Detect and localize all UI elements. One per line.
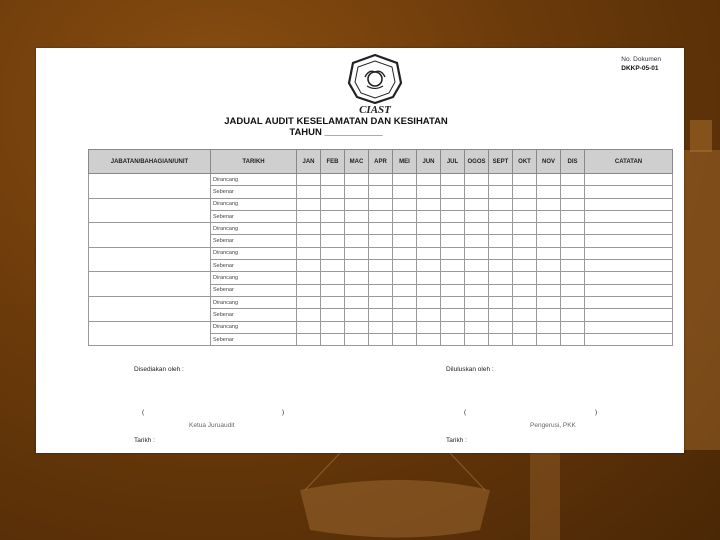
left-close-paren: ) [282, 409, 285, 416]
month-cell [465, 321, 489, 333]
month-cell [537, 284, 561, 296]
month-cell [369, 333, 393, 345]
month-cell [537, 210, 561, 222]
month-cell [369, 210, 393, 222]
month-cell [321, 296, 345, 308]
month-cell [561, 223, 585, 235]
month-cell [297, 309, 321, 321]
month-cell [513, 198, 537, 210]
month-cell [441, 174, 465, 186]
month-cell [561, 186, 585, 198]
table-row [89, 309, 673, 321]
month-cell [441, 247, 465, 259]
header-feb: FEB [321, 150, 345, 174]
month-cell [369, 247, 393, 259]
month-cell [513, 247, 537, 259]
document-title: JADUAL AUDIT KESELAMATAN DAN KESIHATAN [224, 116, 448, 127]
jabatan-cell [89, 186, 211, 198]
month-cell [513, 284, 537, 296]
month-cell [393, 309, 417, 321]
month-cell [393, 210, 417, 222]
month-cell [465, 186, 489, 198]
month-cell [345, 186, 369, 198]
month-cell [537, 296, 561, 308]
header-jul: JUL [441, 150, 465, 174]
month-cell [321, 174, 345, 186]
month-cell [369, 198, 393, 210]
month-cell [489, 235, 513, 247]
month-cell [321, 309, 345, 321]
month-cell [489, 210, 513, 222]
catatan-cell [585, 198, 673, 210]
month-cell [513, 174, 537, 186]
catatan-cell [585, 223, 673, 235]
table-row [89, 321, 673, 333]
table-row [89, 198, 673, 210]
month-cell [393, 296, 417, 308]
month-cell [489, 260, 513, 272]
month-cell [297, 174, 321, 186]
catatan-cell [585, 174, 673, 186]
right-role-label: Pengerusi, PKK [530, 422, 576, 429]
jabatan-cell [89, 198, 211, 210]
month-cell [561, 284, 585, 296]
month-cell [537, 321, 561, 333]
table-row [89, 223, 673, 235]
month-cell [537, 223, 561, 235]
month-cell [441, 210, 465, 222]
month-cell [465, 333, 489, 345]
jabatan-cell [89, 309, 211, 321]
month-cell [345, 174, 369, 186]
tarikh-cell: Sebenar [211, 284, 297, 296]
month-cell [321, 284, 345, 296]
month-cell [345, 284, 369, 296]
month-cell [441, 260, 465, 272]
tarikh-cell: Sebenar [211, 333, 297, 345]
header-nov: NOV [537, 150, 561, 174]
month-cell [441, 272, 465, 284]
month-cell [393, 260, 417, 272]
month-cell [465, 223, 489, 235]
month-cell [465, 284, 489, 296]
right-open-paren: ( [464, 409, 467, 416]
month-cell [321, 235, 345, 247]
month-cell [489, 272, 513, 284]
month-cell [297, 333, 321, 345]
month-cell [465, 210, 489, 222]
month-cell [321, 223, 345, 235]
month-cell [417, 174, 441, 186]
month-cell [393, 223, 417, 235]
jabatan-cell [89, 210, 211, 222]
month-cell [345, 296, 369, 308]
tarikh-cell: Dirancang [211, 296, 297, 308]
month-cell [537, 309, 561, 321]
table-row [89, 235, 673, 247]
approved-by-label: Diluluskan oleh : [446, 366, 494, 373]
month-cell [345, 235, 369, 247]
month-cell [297, 321, 321, 333]
month-cell [393, 235, 417, 247]
document-number: DKKP-05-01 [621, 64, 659, 72]
table-row [89, 333, 673, 345]
month-cell [489, 296, 513, 308]
month-cell [297, 210, 321, 222]
month-cell [441, 235, 465, 247]
right-close-paren: ) [595, 409, 598, 416]
header-jun: JUN [417, 150, 441, 174]
prepared-by-label: Disediakan oleh : [134, 366, 184, 373]
month-cell [297, 223, 321, 235]
month-cell [297, 235, 321, 247]
catatan-cell [585, 210, 673, 222]
month-cell [321, 333, 345, 345]
month-cell [513, 296, 537, 308]
month-cell [561, 198, 585, 210]
month-cell [465, 309, 489, 321]
month-cell [537, 174, 561, 186]
month-cell [537, 333, 561, 345]
month-cell [345, 210, 369, 222]
catatan-cell [585, 186, 673, 198]
month-cell [297, 198, 321, 210]
month-cell [441, 296, 465, 308]
header-okt: OKT [513, 150, 537, 174]
tarikh-cell: Dirancang [211, 174, 297, 186]
month-cell [345, 260, 369, 272]
month-cell [321, 260, 345, 272]
header-dis: DIS [561, 150, 585, 174]
month-cell [513, 272, 537, 284]
tarikh-cell: Dirancang [211, 198, 297, 210]
month-cell [465, 198, 489, 210]
ciast-logo [343, 53, 407, 115]
catatan-cell [585, 296, 673, 308]
month-cell [345, 309, 369, 321]
jabatan-cell [89, 272, 211, 284]
table-row [89, 174, 673, 186]
month-cell [465, 247, 489, 259]
header-jan: JAN [297, 150, 321, 174]
month-cell [441, 333, 465, 345]
table-row [89, 296, 673, 308]
month-cell [417, 296, 441, 308]
month-cell [297, 296, 321, 308]
jabatan-cell [89, 296, 211, 308]
month-cell [345, 272, 369, 284]
month-cell [465, 235, 489, 247]
logo-text: CIAST [359, 104, 391, 115]
jabatan-cell [89, 174, 211, 186]
month-cell [369, 284, 393, 296]
month-cell [489, 321, 513, 333]
right-date-label: Tarikh : [446, 437, 467, 444]
month-cell [489, 223, 513, 235]
month-cell [345, 333, 369, 345]
document-number-block [621, 56, 661, 73]
jabatan-cell [89, 321, 211, 333]
month-cell [561, 272, 585, 284]
month-cell [393, 247, 417, 259]
month-cell [441, 223, 465, 235]
header-mei: MEI [393, 150, 417, 174]
month-cell [537, 247, 561, 259]
month-cell [417, 235, 441, 247]
tarikh-cell: Sebenar [211, 309, 297, 321]
month-cell [321, 321, 345, 333]
month-cell [297, 247, 321, 259]
month-cell [369, 321, 393, 333]
month-cell [345, 321, 369, 333]
month-cell [417, 309, 441, 321]
tarikh-cell: Dirancang [211, 272, 297, 284]
month-cell [489, 198, 513, 210]
month-cell [297, 272, 321, 284]
month-cell [465, 296, 489, 308]
header-sept: SEPT [489, 150, 513, 174]
table-row [89, 260, 673, 272]
header-catatan: CATATAN [585, 150, 673, 174]
jabatan-cell [89, 235, 211, 247]
tarikh-cell: Sebenar [211, 210, 297, 222]
month-cell [417, 223, 441, 235]
table-header-row [89, 150, 673, 174]
month-cell [489, 186, 513, 198]
month-cell [513, 309, 537, 321]
table-row [89, 272, 673, 284]
jabatan-cell [89, 247, 211, 259]
month-cell [369, 296, 393, 308]
month-cell [489, 284, 513, 296]
month-cell [513, 235, 537, 247]
month-cell [321, 272, 345, 284]
month-cell [417, 333, 441, 345]
tarikh-cell: Dirancang [211, 223, 297, 235]
month-cell [561, 333, 585, 345]
month-cell [393, 186, 417, 198]
left-role-label: Ketua Juruaudit [189, 422, 235, 429]
month-cell [537, 235, 561, 247]
month-cell [369, 235, 393, 247]
header-ogos: OGOS [465, 150, 489, 174]
table-row [89, 247, 673, 259]
month-cell [465, 174, 489, 186]
month-cell [369, 223, 393, 235]
month-cell [537, 272, 561, 284]
catatan-cell [585, 309, 673, 321]
month-cell [417, 284, 441, 296]
month-cell [321, 210, 345, 222]
document-year: TAHUN ___________ [289, 127, 383, 138]
catatan-cell [585, 284, 673, 296]
month-cell [489, 309, 513, 321]
month-cell [393, 198, 417, 210]
table-row [89, 210, 673, 222]
month-cell [465, 260, 489, 272]
left-open-paren: ( [142, 409, 145, 416]
catatan-cell [585, 272, 673, 284]
month-cell [441, 186, 465, 198]
month-cell [537, 260, 561, 272]
month-cell [345, 223, 369, 235]
header-jabatan: JABATAN/BAHAGIAN/UNIT [89, 150, 211, 174]
month-cell [417, 210, 441, 222]
month-cell [561, 309, 585, 321]
left-date-label: Tarikh : [134, 437, 155, 444]
month-cell [369, 260, 393, 272]
audit-schedule-sheet [36, 48, 684, 453]
month-cell [513, 210, 537, 222]
month-cell [513, 321, 537, 333]
month-cell [489, 333, 513, 345]
tarikh-cell: Dirancang [211, 247, 297, 259]
month-cell [297, 284, 321, 296]
month-cell [513, 260, 537, 272]
month-cell [441, 309, 465, 321]
catatan-cell [585, 321, 673, 333]
month-cell [465, 272, 489, 284]
header-tarikh: TARIKH [211, 150, 297, 174]
month-cell [393, 333, 417, 345]
month-cell [417, 272, 441, 284]
tarikh-cell: Dirancang [211, 321, 297, 333]
month-cell [321, 186, 345, 198]
jabatan-cell [89, 260, 211, 272]
month-cell [417, 321, 441, 333]
month-cell [345, 198, 369, 210]
month-cell [393, 321, 417, 333]
month-cell [561, 296, 585, 308]
month-cell [321, 247, 345, 259]
month-cell [441, 284, 465, 296]
month-cell [417, 198, 441, 210]
month-cell [537, 198, 561, 210]
month-cell [393, 174, 417, 186]
catatan-cell [585, 247, 673, 259]
month-cell [369, 309, 393, 321]
header-mac: MAC [345, 150, 369, 174]
header-apr: APR [369, 150, 393, 174]
month-cell [537, 186, 561, 198]
audit-schedule-table [88, 149, 673, 346]
month-cell [441, 321, 465, 333]
tarikh-cell: Sebenar [211, 260, 297, 272]
tarikh-cell: Sebenar [211, 235, 297, 247]
month-cell [561, 247, 585, 259]
month-cell [513, 333, 537, 345]
month-cell [561, 235, 585, 247]
table-row [89, 186, 673, 198]
tarikh-cell: Sebenar [211, 186, 297, 198]
month-cell [561, 210, 585, 222]
month-cell [513, 186, 537, 198]
month-cell [369, 272, 393, 284]
table-row [89, 284, 673, 296]
month-cell [345, 247, 369, 259]
catatan-cell [585, 333, 673, 345]
month-cell [561, 321, 585, 333]
month-cell [513, 223, 537, 235]
month-cell [393, 284, 417, 296]
month-cell [369, 174, 393, 186]
catatan-cell [585, 235, 673, 247]
document-number-label: No. Dokumen [621, 56, 661, 63]
month-cell [417, 186, 441, 198]
month-cell [297, 260, 321, 272]
jabatan-cell [89, 284, 211, 296]
catatan-cell [585, 260, 673, 272]
month-cell [369, 186, 393, 198]
month-cell [393, 272, 417, 284]
month-cell [297, 186, 321, 198]
month-cell [441, 198, 465, 210]
month-cell [417, 247, 441, 259]
jabatan-cell [89, 223, 211, 235]
month-cell [489, 247, 513, 259]
jabatan-cell [89, 333, 211, 345]
month-cell [489, 174, 513, 186]
month-cell [561, 174, 585, 186]
month-cell [561, 260, 585, 272]
month-cell [417, 260, 441, 272]
month-cell [321, 198, 345, 210]
